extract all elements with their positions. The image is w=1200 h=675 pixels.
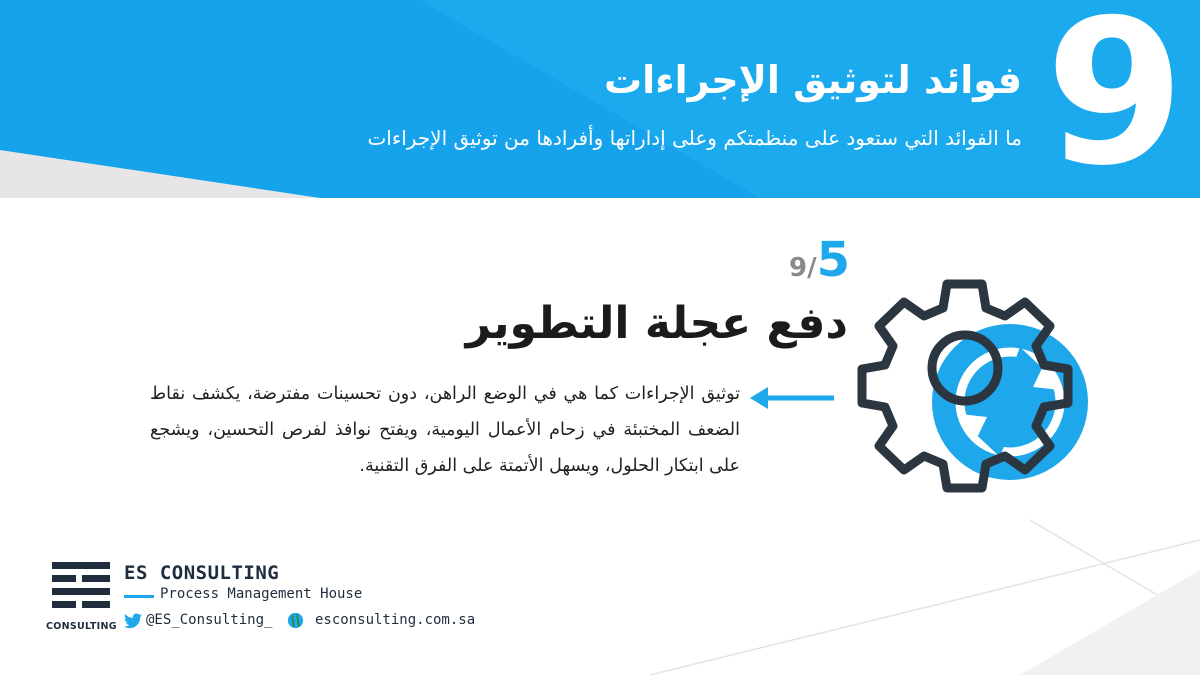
counter-total: 9 bbox=[789, 253, 808, 283]
brand-underline bbox=[124, 595, 154, 598]
section-title: دفع عجلة التطوير bbox=[465, 298, 848, 349]
section-counter bbox=[780, 232, 850, 292]
logo-subtext: CONSULTING bbox=[46, 621, 117, 632]
counter-current: 5 bbox=[816, 232, 850, 288]
twitter-handle[interactable]: @ES_Consulting_ bbox=[146, 612, 273, 628]
counter-separator: / bbox=[807, 253, 817, 283]
banner-number: 9 bbox=[1045, 0, 1185, 210]
es-logo-icon bbox=[52, 562, 110, 608]
banner-subtitle: ما الفوائد التي ستعود على منظمتكم وعلى إداراتها وأفرادها من توثيق الإجراءات bbox=[367, 126, 1022, 150]
website-link[interactable]: esconsulting.com.sa bbox=[315, 612, 476, 628]
brand-name: ES CONSULTING bbox=[124, 562, 280, 584]
banner-title: فوائد لتوثيق الإجراءات bbox=[603, 58, 1022, 102]
arrow-left-icon bbox=[750, 385, 835, 411]
twitter-icon[interactable] bbox=[124, 613, 142, 629]
section-body: توثيق الإجراءات كما هي في الوضع الراهن، دون تحسينات مفترضة، يكشف نقاط الضعف المختبئة في زحام الأعمال اليومية، ويفتح نوافذ لفرص التحسين، ويشجع على ابتكار الحلول، ويسهل الأتمتة على الفرق التقنية. bbox=[150, 384, 740, 476]
brand-tagline: Process Management House bbox=[160, 586, 363, 602]
globe-icon[interactable] bbox=[287, 612, 304, 629]
gear-refresh-illustration bbox=[850, 262, 1100, 512]
